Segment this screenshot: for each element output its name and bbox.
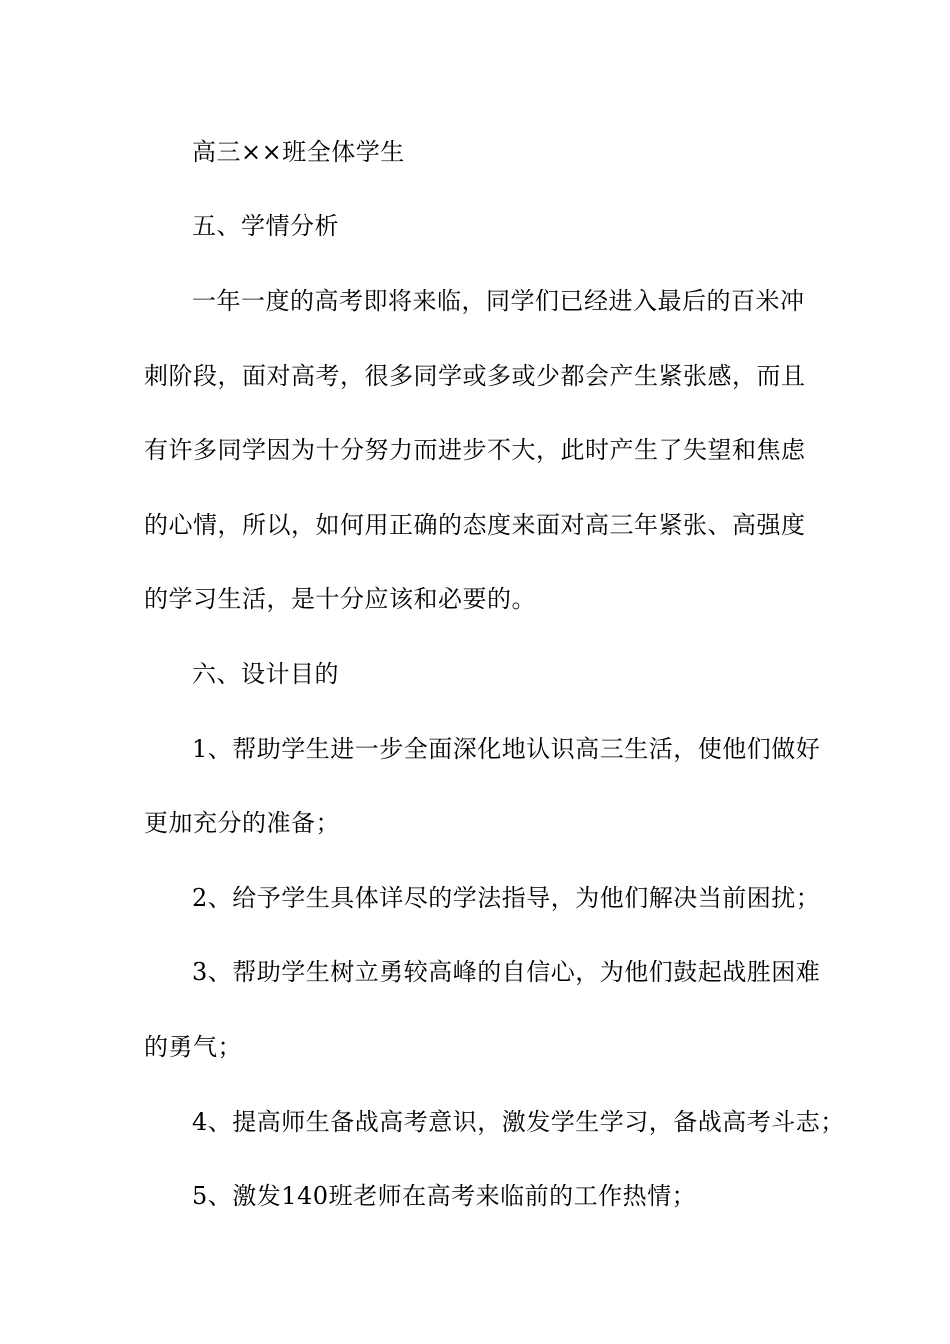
list-item-3: 3、帮助学生树立勇较高峰的自信心，为他们鼓起战胜困难 xyxy=(192,958,821,986)
participants-line: 高三××班全体学生 xyxy=(192,138,405,166)
list-item-5: 5、激发140班老师在高考来临前的工作热情； xyxy=(192,1182,697,1210)
paragraph-line: 一年一度的高考即将来临，同学们已经进入最后的百米冲 xyxy=(192,287,805,315)
paragraph-line: 刺阶段，面对高考，很多同学或多或少都会产生紧张感，而且 xyxy=(144,362,806,390)
section-heading-6: 六、设计目的 xyxy=(192,660,339,688)
list-item-1-cont: 更加充分的准备； xyxy=(144,809,340,837)
list-item-3-cont: 的勇气； xyxy=(144,1033,242,1061)
list-item-2: 2、给予学生具体详尽的学法指导，为他们解决当前困扰； xyxy=(192,884,821,912)
paragraph-line: 有许多同学因为十分努力而进步不大，此时产生了失望和焦虑 xyxy=(144,436,806,464)
section-heading-5: 五、学情分析 xyxy=(192,212,339,240)
list-item-4: 4、提高师生备战高考意识，激发学生学习，备战高考斗志； xyxy=(192,1108,845,1136)
paragraph-line: 的心情，所以，如何用正确的态度来面对高三年紧张、高强度 xyxy=(144,511,806,539)
list-item-1: 1、帮助学生进一步全面深化地认识高三生活，使他们做好 xyxy=(192,735,821,763)
paragraph-line: 的学习生活，是十分应该和必要的。 xyxy=(144,585,536,613)
